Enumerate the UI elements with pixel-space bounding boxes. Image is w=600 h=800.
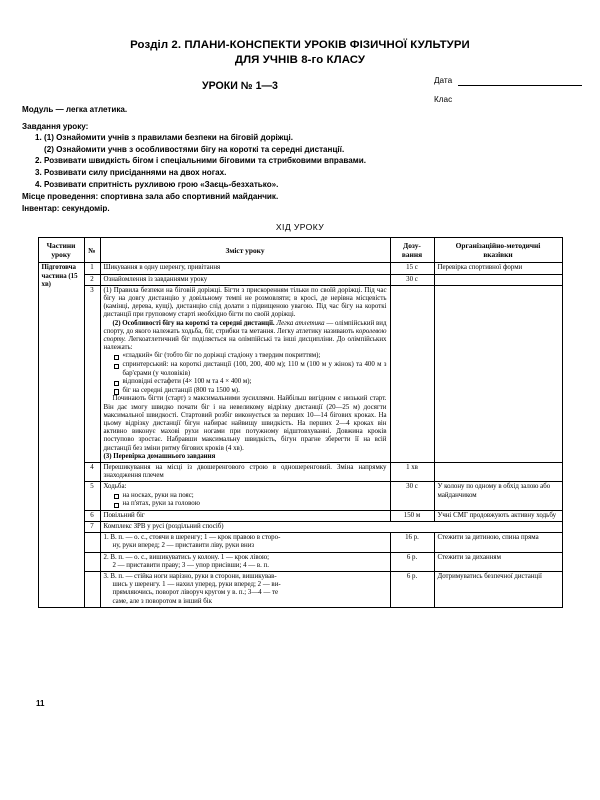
exercise-line: 3. В. п. — стійка ноги нарізно, руки в сторони, вишикував-	[103, 572, 277, 580]
task-item-1	[44, 132, 578, 155]
exercise-content	[100, 552, 390, 571]
exercise-line: шись у шеренгу. 1 — нахил уперед, руки вперед; 2 — ви-	[112, 581, 281, 589]
col-header-part	[38, 238, 84, 263]
table-row	[38, 462, 562, 481]
col-header-num: №	[84, 238, 100, 263]
row-content: Ознайомлення із завданнями уроку	[100, 274, 390, 285]
table-row	[38, 274, 562, 285]
col-header-notes-line2: вказівки	[483, 250, 513, 260]
theory-p2-italic-2: королевою спорту.	[103, 327, 387, 343]
exercise-line: прямляючись, поворот ліворуч кругом у в. п.; 3—4 — те	[112, 589, 279, 597]
col-header-notes	[434, 238, 562, 263]
lesson-meta-row	[0, 76, 600, 104]
table-header	[38, 238, 562, 263]
task-item-1-sub: (2) Ознайомити учнв з особливостями бігу на короткі та середні дистанції.	[44, 144, 345, 154]
class-field[interactable]	[434, 95, 582, 110]
row-number	[84, 571, 100, 607]
row-number: 3	[84, 285, 100, 462]
exercise-content	[100, 571, 390, 607]
table-row	[38, 482, 562, 510]
date-label: Дата	[434, 76, 453, 85]
row-notes	[434, 462, 562, 481]
chapter-title-line-2: ДЛЯ УЧНІВ 8-го КЛАСУ	[234, 54, 366, 66]
exercise-line: 2 — приставити праву; 3 — упор присівши; 4 — в. п.	[112, 561, 269, 569]
walking-list	[104, 492, 387, 509]
task-item-1-main: (1) Ознайомити учнів з правилами безпеки на біговій доріжці.	[44, 133, 294, 143]
row-content: Комплекс ЗРВ у русі (роздільний спосіб)	[100, 521, 562, 532]
row-dose: 30 с	[390, 482, 434, 510]
theory-p2-tail: Легкоатлетичний біг поділяється на олімпійські та інші дисципліни. До олімпійських належать:	[103, 335, 387, 352]
row-dose: 6 р.	[390, 571, 434, 607]
place-line: Місце проведення: спортивна зала або спортивний майданчик.	[22, 192, 279, 202]
row-number	[84, 533, 100, 552]
row-notes: У колону по одному в обхід залою або майданчиком	[434, 482, 562, 510]
row-dose: 30 с	[390, 274, 434, 285]
date-field[interactable]	[434, 76, 582, 91]
table-row	[38, 263, 562, 274]
tasks-title: Завдання уроку:	[22, 121, 89, 131]
theory-p2-mid: — олімпійський вид спорту, до якого належать ходьба, біг, стрибки та метання. Легку атлетику називають	[103, 319, 387, 335]
date-class-block	[434, 76, 582, 110]
task-list	[22, 132, 578, 190]
discipline-item: відповідні естафети (4× 100 м та 4 × 400 м);	[114, 378, 387, 387]
row-dose: 16 р.	[390, 533, 434, 552]
task-item-4	[44, 179, 578, 191]
col-header-dose	[390, 238, 434, 263]
row-number: 7	[84, 521, 100, 532]
task-item-3-main: Розвивати силу присіданнями на двох ногах.	[44, 167, 227, 177]
row-number: 6	[84, 510, 100, 521]
theory-paragraph-2	[104, 320, 387, 353]
row-notes: Учні СМГ продовжують активну ходьбу	[434, 510, 562, 521]
chapter-title-line-1: Розділ 2. ПЛАНИ-КОНСПЕКТИ УРОКІВ ФІЗИЧНОЇ КУЛЬТУРИ	[130, 39, 470, 51]
theory-p2-italic-1: Легка атлетика	[276, 319, 325, 327]
row-content: Повільний біг	[100, 510, 390, 521]
table-row	[38, 571, 562, 607]
col-header-dose-line1: Дозу-	[403, 241, 421, 251]
col-header-notes-line1: Організаційно-методичні	[455, 241, 541, 251]
row-number: 2	[84, 274, 100, 285]
theory-paragraph-4: (3) Перевірка домашнього завдання	[103, 452, 216, 460]
row-notes: Стежити за дитиною, спина пряма	[434, 533, 562, 552]
row-notes: Стежити за диханням	[434, 552, 562, 571]
date-underline	[458, 85, 582, 86]
row-number: 5	[84, 482, 100, 510]
row-content-theory	[100, 285, 390, 462]
table-header-row	[38, 238, 562, 263]
exercise-content	[100, 533, 390, 552]
row-content-walking	[100, 482, 390, 510]
module-line: Модуль — легка атлетика.	[22, 105, 128, 114]
row-dose: 15 с	[390, 263, 434, 274]
col-header-content: Зміст уроку	[100, 238, 390, 263]
lessons-number: УРОКИ № 1—3	[202, 80, 278, 92]
task-item-3	[44, 167, 578, 179]
walking-item: на носках, руки на пояс;	[114, 492, 387, 501]
row-dose: 1 хв	[390, 462, 434, 481]
table-body	[38, 263, 562, 607]
table-row	[38, 510, 562, 521]
exercise-line: 2. В. п. — о. с., вишикуватись у колону. 1 — крок лівою;	[103, 553, 270, 561]
row-notes	[434, 285, 562, 462]
task-item-4-main: Розвивати спритність рухливою грою «Заєць-безхатько».	[44, 179, 279, 189]
walking-item: на п'ятах, руки за головою	[114, 500, 387, 509]
discipline-item: біг на середні дистанції (800 та 1500 м).	[114, 387, 387, 396]
theory-paragraph-3: Починають бігти (старт) з максимальними зусиллями. Найбільш вигідним є низький старт. Він дає змогу швидко почати біг і на невеликому відрізку дистанції (20—25 м) досягти максимальної швидкості. Стартовий розбіг виконується за перших 10—14 бігових кроках. На цьому відрізку дистанції бігун набирає найвищу швидкість. На перших 2—4 кроках він активно виконує махові рухи ногами при потужному відштовхуванні. Довжина кроків поступово зростає. Набравши максимальну швидкість, бігун прагне зберегти її на всій дистанції без зміни ритму бігових кроків (4 хв).	[103, 395, 387, 452]
table-row	[38, 521, 562, 532]
row-number: 1	[84, 263, 100, 274]
row-number	[84, 552, 100, 571]
exercise-line: ну, руки вперед; 2 — приставити ліву, руки вниз	[112, 542, 255, 550]
discipline-item: спринтерський: на короткі дистанції (100, 200, 400 м); 110 м (100 м у жінок) та 400 м з бар'єрами (у чоловіків)	[114, 361, 387, 378]
task-item-2	[44, 155, 578, 167]
course-heading: ХІД УРОКУ	[275, 222, 325, 233]
lesson-meta	[0, 104, 600, 214]
row-dose: 150 м	[390, 510, 434, 521]
theory-p2-intro: (2) Особливості бігу на короткі та середні дистанції.	[112, 319, 275, 327]
exercise-line: 1. В. п. — о. с., стоячи в шеренгу; 1 — крок правою в сторо-	[103, 534, 281, 542]
exercise-line: саме, але з поворотом в інший бік	[112, 597, 213, 605]
row-content: Шикування в одну шеренгу, привітання	[100, 263, 390, 274]
task-item-2-main: Розвивати швидкість бігом і спеціальними біговими та стрибковими вправами.	[44, 156, 366, 166]
col-header-part-label: Частини уроку	[46, 241, 76, 260]
table-row	[38, 285, 562, 462]
row-number: 4	[84, 462, 100, 481]
row-notes: Перевірка спортивної форми	[434, 263, 562, 274]
row-notes	[434, 274, 562, 285]
class-label: Клас	[434, 95, 453, 104]
part-label-cell: Підготовча частина (15 хв)	[38, 263, 84, 607]
row-notes: Дотримуватись безпечної дистанції	[434, 571, 562, 607]
discipline-list	[104, 352, 387, 395]
row-dose	[390, 285, 434, 462]
col-header-dose-line2: вання	[401, 250, 423, 260]
row-dose: 6 р.	[390, 552, 434, 571]
row-content: Перешикування на місці із двошеренгового строю в одношеренговий. Зміна напрямку знаходження плечем	[100, 462, 390, 481]
discipline-item: «гладкий» біг (тобто біг по доріжці стадіону з твердим покриттям);	[114, 352, 387, 361]
theory-paragraph-1: (1) Правила безпеки на біговій доріжці. Бігти з прискоренням тільки по своїй доріжці. Під час бігу на довгу дистанцію у довільному темпі не розмовляти; в кросі, де нерівна місцевість (камінці, дерева, кущі), дистанцію слід долати з підвищеною увагою. Під час бігу на короткі дистанції при груповому старті необхідно бігти по своїй доріжці.	[103, 286, 387, 319]
walking-title: Ходьба:	[103, 483, 127, 491]
inventory-line: Інвентар: секундомір.	[22, 203, 110, 213]
page-number: 11	[36, 699, 45, 708]
table-row	[38, 552, 562, 571]
table-row	[38, 533, 562, 552]
lesson-plan-table	[38, 237, 563, 607]
page-title	[0, 38, 600, 68]
